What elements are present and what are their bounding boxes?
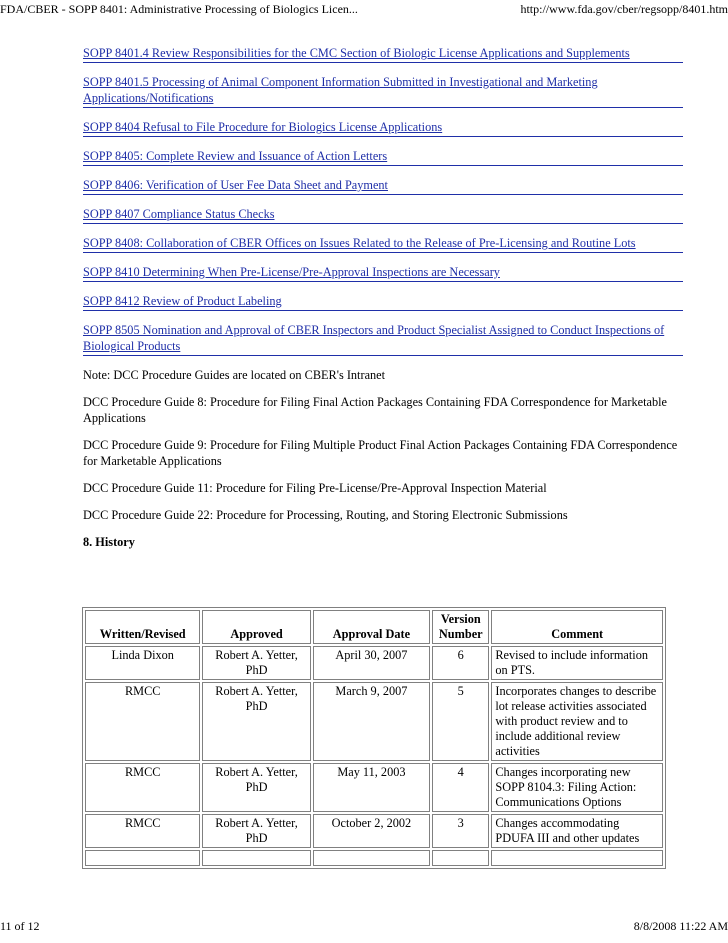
reference-link[interactable]: SOPP 8401.5 Processing of Animal Component Information Submitted in Investigational and Marketing Applications/Notifications xyxy=(83,74,683,108)
column-header: Written/Revised xyxy=(85,610,200,644)
print-header-title: FDA/CBER - SOPP 8401: Administrative Processing of Biologics Licen... xyxy=(0,2,358,16)
intranet-note: Note: DCC Procedure Guides are located on CBER's Intranet xyxy=(83,368,386,382)
empty-cell xyxy=(491,850,663,866)
approval-date-cell: May 11, 2003 xyxy=(313,763,430,812)
column-header: Approval Date xyxy=(313,610,430,644)
approved-cell: Robert A. Yetter, PhD xyxy=(202,814,310,848)
approval-date-cell: April 30, 2007 xyxy=(313,646,430,680)
procedure-guide: DCC Procedure Guide 22: Procedure for Processing, Routing, and Storing Electronic Submissions xyxy=(83,508,568,522)
version-cell: 6 xyxy=(432,646,489,680)
reference-link[interactable]: SOPP 8405: Complete Review and Issuance of Action Letters xyxy=(83,148,683,166)
column-header: Approved xyxy=(202,610,310,644)
approved-cell: Robert A. Yetter, PhD xyxy=(202,763,310,812)
procedure-guide: DCC Procedure Guide 9: Procedure for Filing Multiple Product Final Action Packages Containing FDA Correspondence for Marketable Applications xyxy=(83,438,678,468)
reference-link[interactable]: SOPP 8410 Determining When Pre-License/Pre-Approval Inspections are Necessary xyxy=(83,264,683,282)
history-heading: 8. History xyxy=(83,535,135,549)
written-revised-cell: Linda Dixon xyxy=(85,646,200,680)
approved-cell: Robert A. Yetter, PhD xyxy=(202,682,310,761)
procedure-guide: DCC Procedure Guide 8: Procedure for Filing Final Action Packages Containing FDA Correspondence for Marketable Applications xyxy=(83,395,667,425)
page-number: 11 of 12 xyxy=(0,919,40,933)
table-row xyxy=(85,646,663,680)
reference-link[interactable]: SOPP 8412 Review of Product Labeling xyxy=(83,293,683,311)
approval-date-cell: October 2, 2002 xyxy=(313,814,430,848)
column-header: Version Number xyxy=(432,610,489,644)
print-timestamp: 8/8/2008 11:22 AM xyxy=(633,919,728,933)
empty-cell xyxy=(313,850,430,866)
table-header-row xyxy=(85,610,663,644)
approval-date-cell: March 9, 2007 xyxy=(313,682,430,761)
procedure-guide: DCC Procedure Guide 11: Procedure for Filing Pre-License/Pre-Approval Inspection Material xyxy=(83,481,547,495)
reference-link[interactable]: SOPP 8505 Nomination and Approval of CBER Inspectors and Product Specialist Assigned to Conduct Inspections of Biological Products xyxy=(83,322,683,356)
reference-link[interactable]: SOPP 8404 Refusal to File Procedure for Biologics License Applications xyxy=(83,119,683,137)
reference-link[interactable]: SOPP 8406: Verification of User Fee Data Sheet and Payment xyxy=(83,177,683,195)
written-revised-cell: RMCC xyxy=(85,682,200,761)
empty-cell xyxy=(202,850,310,866)
comment-cell: Incorporates changes to describe lot release activities associated with product review and to include additional review activities xyxy=(491,682,663,761)
column-header: Comment xyxy=(491,610,663,644)
written-revised-cell: RMCC xyxy=(85,814,200,848)
version-cell: 5 xyxy=(432,682,489,761)
history-table xyxy=(82,607,666,869)
table-row xyxy=(85,763,663,812)
reference-link[interactable]: SOPP 8407 Compliance Status Checks xyxy=(83,206,683,224)
table-row-continued xyxy=(85,850,663,866)
approved-cell: Robert A. Yetter, PhD xyxy=(202,646,310,680)
table-row xyxy=(85,814,663,848)
empty-cell xyxy=(85,850,200,866)
document-body xyxy=(83,45,683,562)
comment-cell: Changes incorporating new SOPP 8104.3: Filing Action: Communications Options xyxy=(491,763,663,812)
comment-cell: Revised to include information on PTS. xyxy=(491,646,663,680)
comment-cell: Changes accommodating PDUFA III and other updates xyxy=(491,814,663,848)
version-cell: 3 xyxy=(432,814,489,848)
reference-link[interactable]: SOPP 8401.4 Review Responsibilities for the CMC Section of Biologic License Applications and Supplements xyxy=(83,45,683,63)
reference-link[interactable]: SOPP 8408: Collaboration of CBER Offices on Issues Related to the Release of Pre-Licensing and Routine Lots xyxy=(83,235,683,253)
table-row xyxy=(85,682,663,761)
empty-cell xyxy=(432,850,489,866)
print-header-url: http://www.fda.gov/cber/regsopp/8401.htm xyxy=(520,2,728,16)
written-revised-cell: RMCC xyxy=(85,763,200,812)
version-cell: 4 xyxy=(432,763,489,812)
